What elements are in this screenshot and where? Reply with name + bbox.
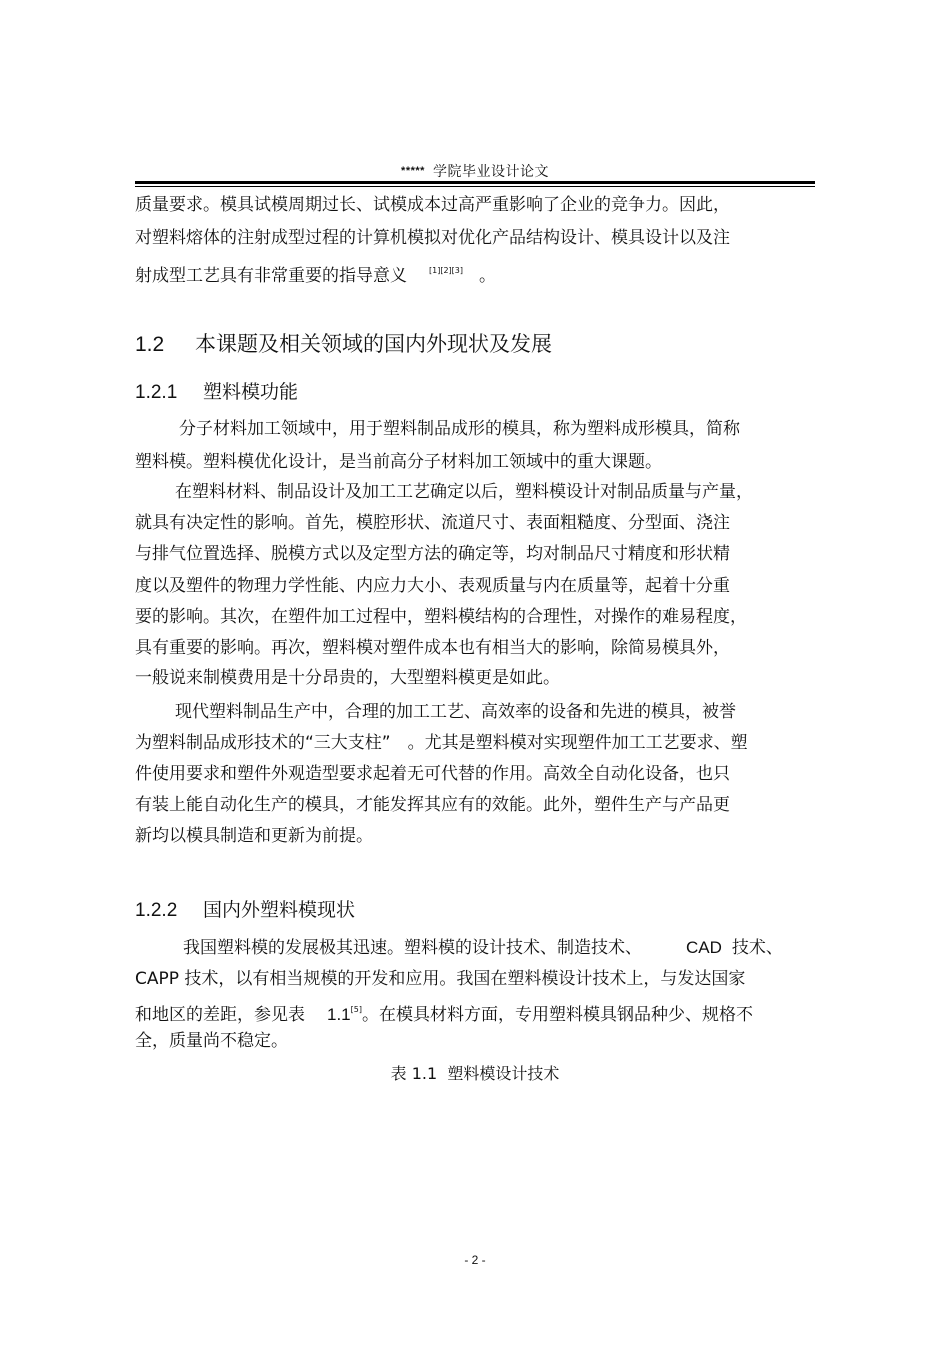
paragraph-line: 塑料模。塑料模优化设计，是当前高分子材料加工领域中的重大课题。: [135, 452, 662, 472]
paragraph-line: 新均以模具制造和更新为前提。: [135, 826, 373, 846]
paragraph-line: [183, 938, 783, 958]
paragraph-line: 为塑料制品成形技术的“三大支柱” 。尤其是塑料模对实现塑件加工工艺要求、塑: [135, 733, 748, 753]
running-header: [0, 161, 950, 181]
table-ref-number: 1.1: [327, 1005, 351, 1024]
text-run: 技术、: [731, 938, 783, 958]
text-run-cad: CAD: [686, 938, 722, 957]
paragraph-line: 在塑料材料、制品设计及加工工艺确定以后，塑料模设计对制品质量与产量，: [175, 482, 753, 502]
text-run: 我国塑料模的发展极其迅速。塑料模的设计技术、制造技术、: [183, 938, 642, 958]
paragraph-line: 全，质量尚不稳定。: [135, 1031, 288, 1051]
section-heading-1-2: [135, 328, 552, 358]
section-number: 1.2.1: [135, 382, 178, 403]
text-run: 。在模具材料方面，专用塑料模具钢品种少、规格不: [361, 1005, 753, 1025]
paragraph-line: 就具有决定性的影响。首先，模腔形状、流道尺寸、表面粗糙度、分型面、浇注: [135, 513, 730, 533]
section-title: 塑料模功能: [203, 381, 299, 403]
table-caption-label: 表 1.1: [390, 1064, 438, 1083]
header-title: 学院毕业设计论文: [432, 164, 549, 180]
paragraph-line: 要的影响。其次，在塑件加工过程中，塑料模结构的合理性，对操作的难易程度，: [135, 607, 747, 627]
header-stars: *****: [401, 165, 425, 177]
paragraph-line: 具有重要的影响。再次，塑料模对塑件成本也有相当大的影响，除简易模具外，: [135, 638, 730, 658]
intro-line: 质量要求。模具试模周期过长、试模成本过高严重影响了企业的竞争力。因此，: [135, 195, 730, 215]
paragraph-line: 度以及塑件的物理力学性能、内应力大小、表观质量与内在质量等，起着十分重: [135, 576, 730, 596]
paragraph-line: 有装上能自动化生产的模具，才能发挥其应有的效能。此外，塑件生产与产品更: [135, 795, 730, 815]
page-number: - 2 -: [464, 1253, 486, 1267]
citation-refs: [1][2][3]: [429, 266, 463, 275]
intro-line: 对塑料熔体的注射成型过程的计算机模拟对优化产品结构设计、模具设计以及注: [135, 228, 730, 248]
paragraph-line: CAPP 技术，以有相当规模的开发和应用。我国在塑料模设计技术上，与发达国家: [135, 969, 746, 989]
section-heading-1-2-2: [135, 895, 355, 922]
citation-ref: [5]: [350, 1005, 362, 1014]
section-title: 本课题及相关领域的国内外现状及发展: [195, 332, 552, 356]
paragraph-line: 件使用要求和塑件外观造型要求起着无可代替的作用。高效全自动化设备，也只: [135, 764, 730, 784]
section-number: 1.2.2: [135, 900, 178, 921]
header-rule-thick: [135, 181, 815, 184]
paragraph-line: 分子材料加工领域中，用于塑料制品成形的模具，称为塑料成形模具，简称: [179, 419, 740, 439]
paragraph-line: 与排气位置选择、脱模方式以及定型方法的确定等，均对制品尺寸精度和形状精: [135, 544, 730, 564]
intro-line-text: 射成型工艺具有非常重要的指导意义: [135, 266, 407, 286]
table-caption-title: 塑料模设计技术: [447, 1064, 560, 1083]
table-caption: [0, 1061, 950, 1084]
text-run: 和地区的差距，参见表: [135, 1005, 305, 1025]
section-title: 国内外塑料模现状: [203, 899, 356, 921]
paragraph-line: [135, 1000, 753, 1025]
intro-line-end: 。: [479, 266, 496, 286]
header-rule-thin: [135, 186, 815, 187]
paragraph-line: 一般说来制模费用是十分昂贵的，大型塑料模更是如此。: [135, 668, 560, 688]
section-heading-1-2-1: [135, 377, 298, 404]
paragraph-line: 现代塑料制品生产中，合理的加工工艺、高效率的设备和先进的模具，被誉: [175, 702, 736, 722]
section-number: 1.2: [135, 333, 165, 356]
intro-line-last: [135, 261, 496, 286]
